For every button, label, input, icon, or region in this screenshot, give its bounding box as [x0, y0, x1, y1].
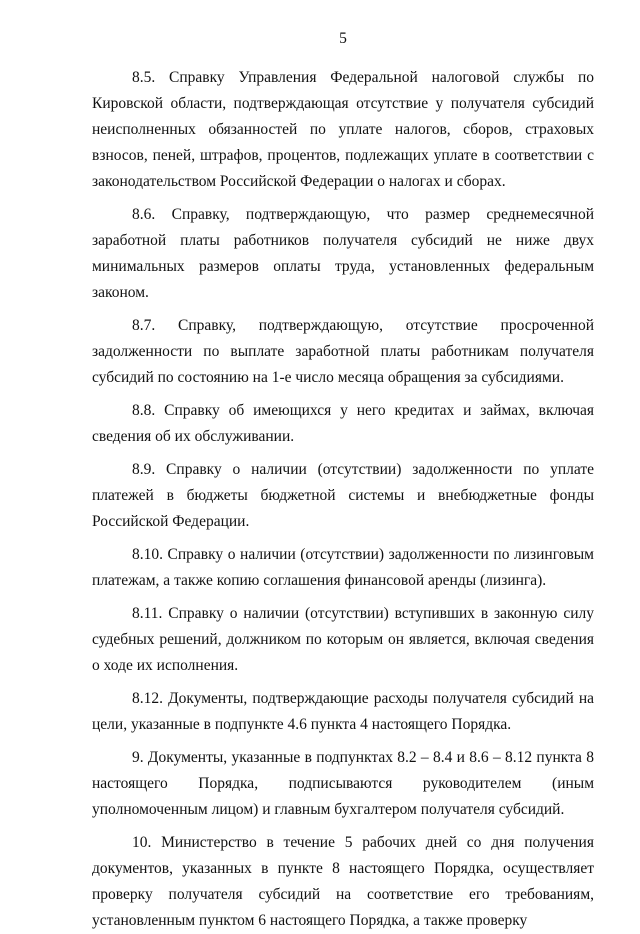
paragraph-8-7: 8.7. Справку, подтверждающую, отсутствие просроченной задолженности по выплате заработной платы работникам получателя субсидий по состоянию на 1-е число месяца обращения за субсидиями. — [92, 317, 594, 386]
paragraph-8-11: 8.11. Справку о наличии (отсутствии) вступивших в законную силу судебных решений, должником по которым он является, включая сведения о ходе их исполнения. — [92, 605, 594, 674]
paragraph-8-8: 8.8. Справку об имеющихся у него кредитах и займах, включая сведения об их обслуживании. — [92, 402, 594, 445]
paragraph-8-12: 8.12. Документы, подтверждающие расходы получателя субсидий на цели, указанные в подпункте 4.6 пункта 4 настоящего Порядка. — [92, 690, 594, 733]
paragraph-8-10: 8.10. Справку о наличии (отсутствии) задолженности по лизинговым платежам, а также копию соглашения финансовой аренды (лизинга). — [92, 546, 594, 589]
page-number: 5 — [339, 30, 347, 47]
paragraph-9: 9. Документы, указанные в подпунктах 8.2 – 8.4 и 8.6 – 8.12 пункта 8 настоящего Порядка, подписываются руководителем (иным уполномоченным лицом) и главным бухгалтером получателя субсидий. — [92, 749, 594, 818]
paragraph-8-9: 8.9. Справку о наличии (отсутствии) задолженности по уплате платежей в бюджеты бюджетной системы и внебюджетные фонды Российской Федерации. — [92, 461, 594, 530]
paragraph-8-6: 8.6. Справку, подтверждающую, что размер среднемесячной заработной платы работников получателя субсидий не ниже двух минимальных размеров оплаты труда, установленных федеральным законом. — [92, 206, 594, 301]
paragraph-8-5: 8.5. Справку Управления Федеральной налоговой службы по Кировской области, подтверждающая отсутствие у получателя субсидий неисполненных обязанностей по уплате налогов, сборов, страховых взносов, пеней, штрафов, процентов, подлежащих уплате в соответствии с законодательством Российской Федерации о налогах и сборах. — [92, 69, 594, 190]
paragraph-10: 10. Министерство в течение 5 рабочих дней со дня получения документов, указанных в пункте 8 настоящего Порядка, осуществляет проверку получателя субсидий на соответствие его требованиям, установленным пунктом 6 настоящего Порядка, а также проверку — [92, 834, 594, 929]
